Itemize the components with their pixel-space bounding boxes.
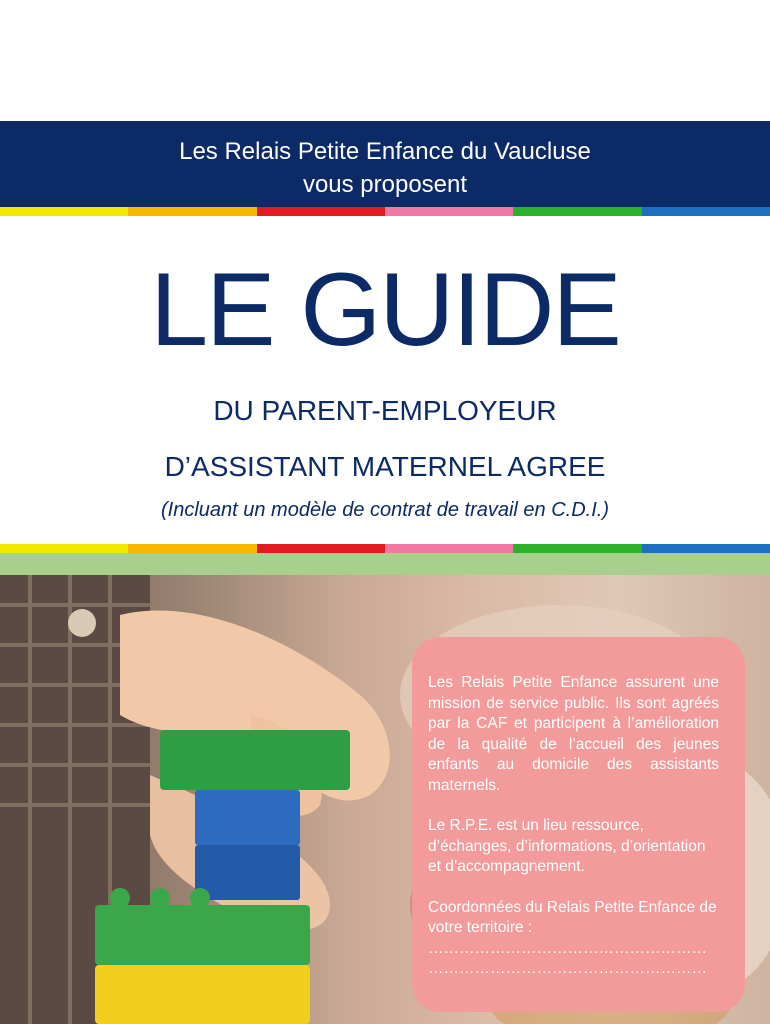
guide-subtitle-2: D’ASSISTANT MATERNEL AGREE xyxy=(164,451,606,482)
header-line-2: vous proposent xyxy=(302,171,468,198)
contact-dotted-line-1: ……………………………………………… xyxy=(428,939,707,957)
info-paragraph-rpe: Le R.P.E. est un lieu ressource, d’échanges, d’informations, d’orientation et d’accompagnement. xyxy=(428,817,706,875)
info-paragraph-mission: Les Relais Petite Enfance assurent une mission de service public. Ils sont agréés par la CAF et participent à l’amélioration de la qualité de l’accueil des jeunes enfants au domicile des assistants maternels. xyxy=(428,674,719,794)
guide-title: LE GUIDE xyxy=(150,252,620,368)
color-stripe-top xyxy=(0,207,770,216)
guide-subtitle-1: DU PARENT-EMPLOYEUR xyxy=(213,395,557,426)
color-stripe-bottom xyxy=(0,544,770,553)
header-line-1: Les Relais Petite Enfance du Vaucluse xyxy=(179,138,591,165)
contact-dotted-line-2: ……………………………………………… xyxy=(428,960,707,977)
guide-note: (Incluant un modèle de contrat de travail en C.D.I.) xyxy=(160,499,609,521)
header-banner xyxy=(0,121,770,207)
relais-info-box xyxy=(412,637,745,1012)
green-band xyxy=(0,553,770,575)
info-paragraph-contact: Coordonnées du Relais Petite Enfance de votre territoire : xyxy=(428,898,717,936)
